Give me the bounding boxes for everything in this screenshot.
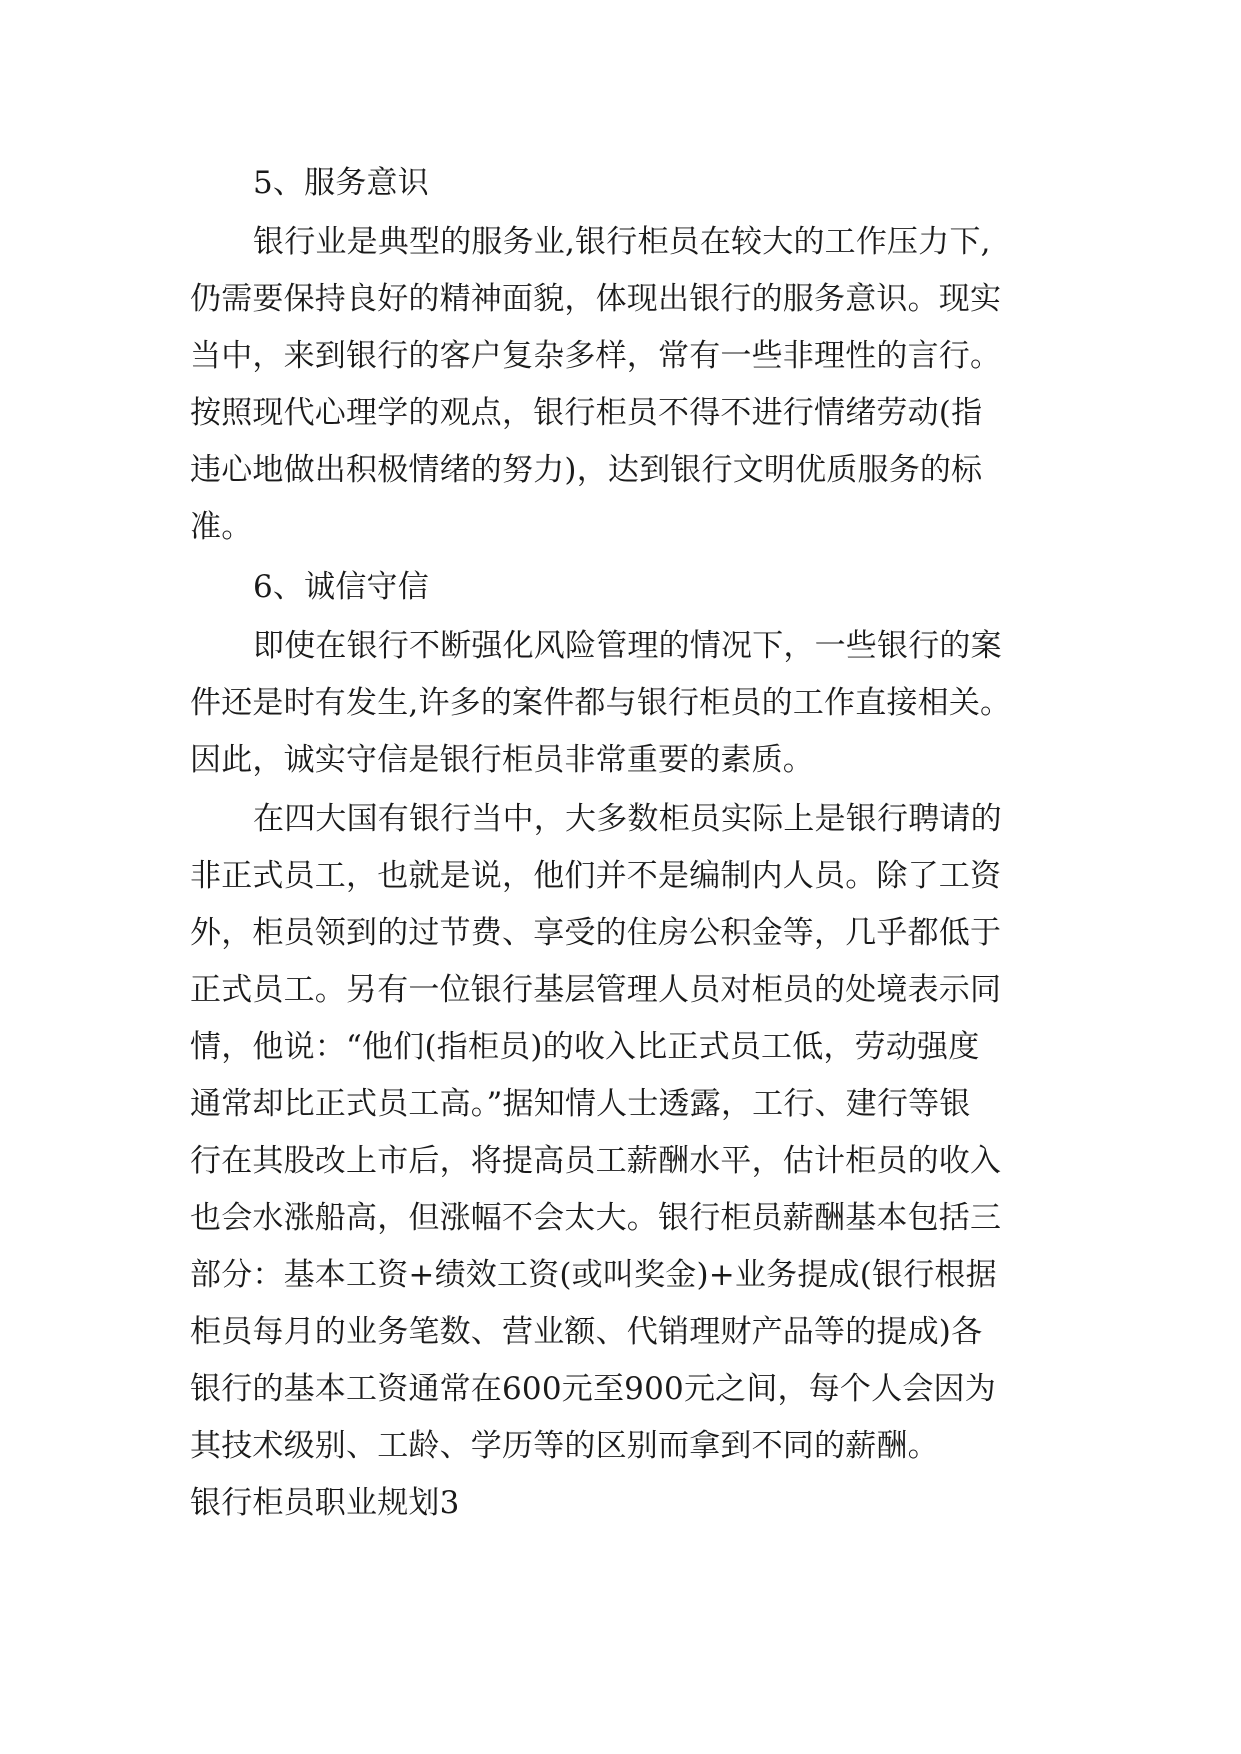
paragraph-line: 部分：基本工资+绩效工资(或叫奖金)+业务提成(银行根据 xyxy=(190,1257,997,1293)
paragraph-line: 也会水涨船高，但涨幅不会太大。银行柜员薪酬基本包括三 xyxy=(190,1200,1002,1236)
section-heading-service: 5、服务意识 xyxy=(253,165,429,201)
paragraph-line: 按照现代心理学的观点，银行柜员不得不进行情绪劳动(指 xyxy=(190,395,983,431)
paragraph-line: 正式员工。另有一位银行基层管理人员对柜员的处境表示同 xyxy=(190,972,1002,1008)
paragraph-line: 仍需要保持良好的精神面貌，体现出银行的服务意识。现实 xyxy=(190,281,1002,317)
paragraph-line: 在四大国有银行当中，大多数柜员实际上是银行聘请的 xyxy=(253,801,1002,837)
paragraph-line: 准。 xyxy=(190,509,253,545)
next-section-title: 银行柜员职业规划3 xyxy=(190,1485,460,1521)
paragraph-line: 因此，诚实守信是银行柜员非常重要的素质。 xyxy=(190,742,814,778)
section-heading-integrity: 6、诚信守信 xyxy=(253,569,429,605)
paragraph-line: 外，柜员领到的过节费、享受的住房公积金等，几乎都低于 xyxy=(190,915,1002,951)
paragraph-line: 其技术级别、工龄、学历等的区别而拿到不同的薪酬。 xyxy=(190,1428,939,1464)
paragraph-line: 银行业是典型的服务业,银行柜员在较大的工作压力下, xyxy=(253,224,991,260)
paragraph-line: 非正式员工，也就是说，他们并不是编制内人员。除了工资 xyxy=(190,858,1002,894)
paragraph-line: 通常却比正式员工高。”据知情人士透露，工行、建行等银 xyxy=(190,1086,971,1122)
paragraph-line: 银行的基本工资通常在600元至900元之间，每个人会因为 xyxy=(190,1371,996,1407)
paragraph-line: 行在其股改上市后，将提高员工薪酬水平，估计柜员的收入 xyxy=(190,1143,1002,1179)
paragraph-line: 违心地做出积极情绪的努力)，达到银行文明优质服务的标 xyxy=(190,452,983,488)
paragraph-line: 件还是时有发生,许多的案件都与银行柜员的工作直接相关。 xyxy=(190,685,1012,721)
paragraph-line: 柜员每月的业务笔数、营业额、代销理财产品等的提成)各 xyxy=(190,1314,983,1350)
paragraph-line: 当中，来到银行的客户复杂多样，常有一些非理性的言行。 xyxy=(190,338,1002,374)
paragraph-line: 情，他说：“他们(指柜员)的收入比正式员工低，劳动强度 xyxy=(190,1029,980,1065)
paragraph-line: 即使在银行不断强化风险管理的情况下，一些银行的案 xyxy=(253,628,1002,664)
